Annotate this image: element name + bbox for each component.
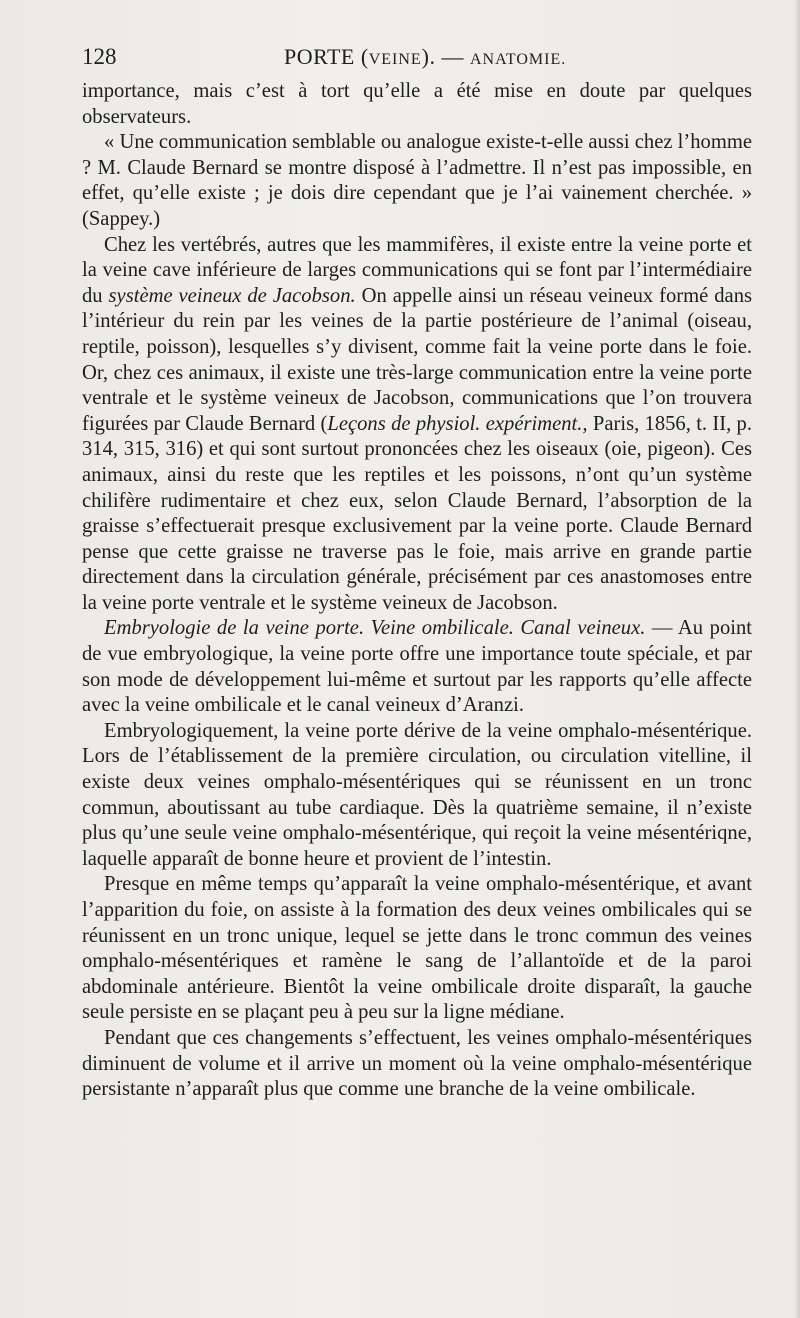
title-small-caps: VEINE	[368, 51, 422, 68]
p3-text-a: Chez les vertébrés, autres que les mammifères, il existe entre la veine porte et la veine cave inférieure de larges communications qui se font par l’intermédiaire du	[82, 233, 752, 307]
p3-italic-lecons: Leçons de physiol. expériment.,	[327, 412, 588, 435]
paragraph-embryologie	[82, 616, 752, 718]
title-section: ANATOMIE.	[470, 51, 567, 68]
paragraph-changements: Pendant que ces changements s’effectuent, les veines omphalo-mésentériques diminuent de volume et il arrive un moment où la veine omphalo-mésentérique persistante n’apparaît plus que comme une branche de la veine ombilicale.	[82, 1026, 752, 1101]
p3-text-b: On appelle ainsi un réseau veineux formé dans l’intérieur du rein par les veines de la partie postérieure de l’animal (oiseau, reptile, poisson), lesquelles s’y divisent, comme fait la veine porte dans le foie. Or, chez ces animaux, il existe une très-large communication entre la veine porte ventrale et le système veineux de Jacobson, communications que l’on trouvera figurées par Claude Bernard (	[82, 284, 753, 435]
paragraph-omphalo: Embryologiquement, la veine porte dérive de la veine omphalo-mésentérique. Lors de l’établissement de la première circulation, ou circulation vitelline, il existe deux veines omphalo-mésentériques qui se réunissent en un tronc commun, aboutissant au tube cardiaque. Dès la quatrième semaine, il n’existe plus qu’une seule veine omphalo-mésentérique, qui reçoit la veine mésentériqne, laquelle apparaît de bonne heure et provient de l’intestin.	[82, 719, 752, 870]
page-edge-shadow	[794, 0, 800, 1318]
p3-italic-system: système veineux de Jacobson.	[108, 284, 356, 307]
paragraph-continuation: importance, mais c’est à tort qu’elle a été mise en doute par quelques observateurs.	[82, 80, 752, 128]
page-number: 128	[82, 44, 117, 69]
body-text	[82, 79, 752, 1103]
section-heading-embryologie: Embryologie de la veine porte. Veine ombilicale. Canal veineux.	[104, 617, 646, 640]
title-dash: —	[441, 44, 464, 69]
title-main: PORTE	[284, 44, 355, 69]
p4-text: — Au point de vue embryologique, la veine porte offre une importance toute spéciale, et par son mode de développement lui-même et surtout par les rapports qu’elle affecte avec la veine ombilicale et le canal veineux d’Aranzi.	[82, 617, 752, 717]
paragraph-jacobson	[82, 233, 752, 617]
running-title	[284, 44, 566, 70]
title-close: ).	[421, 44, 436, 69]
title-open: (	[360, 44, 369, 69]
paragraph-quote-sappey: « Une communication semblable ou analogue existe-t-elle aussi chez l’homme ? M. Claude Bernard se montre disposé à l’admettre. Il n’est pas impossible, en effet, qu’elle existe ; je dois dire cependant que je l’ai vainement cherchée. » (Sappey.)	[82, 131, 752, 230]
paragraph-ombilicales: Presque en même temps qu’apparaît la veine omphalo-mésentérique, et avant l’apparition du foie, on assiste à la formation des deux veines ombilicales qui se réunissent en un tronc unique, lequel se jette dans le tronc commun des veines omphalo-mésentériques et ramène le sang de l’allantoïde et de la paroi abdominale antérieure. Bientôt la veine ombilicale droite disparaît, la gauche seule persiste en se plaçant peu à peu sur la ligne médiane.	[82, 873, 752, 1024]
p3-text-c: Paris, 1856, t. II, p. 314, 315, 316) et qui sont surtout prononcées chez les oiseaux (oie, pigeon). Ces animaux, ainsi du reste que les reptiles et les poissons, n’ont qu’un système chilifère rudimentaire et chez eux, selon Claude Bernard, l’absorption de la graisse s’effectuerait presque exclusivement par la veine porte. Claude Bernard pense que cette graisse ne traverse pas le foie, mais arrive en grande partie directement dans la circulation générale, précisément par ces anastomoses entre la veine porte ventrale et le système veineux de Jacobson.	[82, 412, 753, 614]
running-header	[82, 44, 752, 74]
